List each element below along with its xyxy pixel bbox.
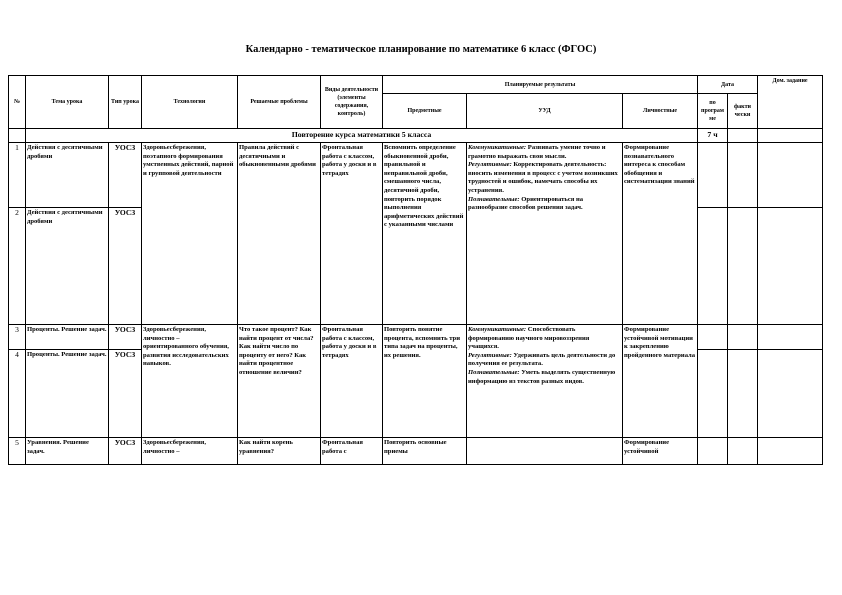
header-uud: УУД <box>467 94 623 129</box>
row-topic: Проценты. Решение задач. <box>26 350 109 438</box>
row-type: УОСЗ <box>109 438 142 465</box>
header-date: Дата <box>698 76 758 94</box>
uud-cog: Ориентироваться на разнообразие способов решения задач. <box>468 195 584 212</box>
cell-homework[interactable] <box>758 208 823 325</box>
header-problems: Решаемые проблемы <box>238 76 321 129</box>
table-row <box>9 325 823 350</box>
page-title: Календарно - тематическое планирование по математике 6 класс (ФГОС) <box>245 44 597 55</box>
cell-date-program[interactable] <box>698 438 728 465</box>
cell-subject: Повторить понятие процента, вспомнить три типа задач на проценты, их решения. <box>383 325 467 438</box>
header-by-program: по програм ме <box>698 94 728 129</box>
cell-subject: Вспомнить определение обыкновенной дроби, правильной и неправильной дроби, смешанного числа, десятичной дроби, повторить порядок выполнения арифметических действий с указанными числами <box>383 143 467 325</box>
uud-reg: Удерживать цель деятельности до получения ее результата. <box>468 351 616 368</box>
cell-date-actual[interactable] <box>728 325 758 350</box>
row-topic: Проценты. Решение задач. <box>26 325 109 350</box>
cell-problems: Как найти корень уравнения? <box>238 438 321 465</box>
cell-personal: Формирование устойчивой мотивации к закреплению пройденного материала <box>623 325 698 438</box>
uud-reg-label: Регулятивные: <box>468 161 512 169</box>
cell-uud <box>467 143 623 325</box>
cell-date-program[interactable] <box>698 350 728 438</box>
cell-date-program[interactable] <box>698 208 728 325</box>
uud-reg: Корректировать деятельность: вносить изменения в процесс с учетом возникших трудностей и ошибок, намечать способы их устранения. <box>468 161 618 194</box>
cell-tech: Здоровьесбережения, личностно – <box>142 438 238 465</box>
uud-cog-label: Познавательные: <box>468 195 520 203</box>
row-num: 1 <box>9 143 26 208</box>
row-topic: Уравнения. Решение задач. <box>26 438 109 465</box>
header-subject: Предметные <box>383 94 467 129</box>
row-type: УОСЗ <box>109 350 142 438</box>
cell-date-actual[interactable] <box>728 143 758 208</box>
section-title: Повторение курса математики 5 класса <box>26 129 698 143</box>
header-actual: факти чески <box>728 94 758 129</box>
header-type: Тип урока <box>109 76 142 129</box>
header-tech: Технологии <box>142 76 238 129</box>
header-planned: Планируемые результаты <box>383 76 698 94</box>
row-num: 2 <box>9 208 26 325</box>
cell-date-actual[interactable] <box>728 208 758 325</box>
cell-personal: Формирование устойчивой <box>623 438 698 465</box>
cell-date-program[interactable] <box>698 325 728 350</box>
table-row <box>9 438 823 465</box>
header-personal: Личностные <box>623 94 698 129</box>
cell-subject: Повторить основные приемы <box>383 438 467 465</box>
cell-date-actual[interactable] <box>728 350 758 438</box>
section-row <box>9 129 823 143</box>
cell-activities: Фронтальная работа с классом, работа у доски и в тетрадях <box>321 143 383 325</box>
row-num: 5 <box>9 438 26 465</box>
uud-comm-label: Коммуникативные: <box>468 326 527 333</box>
header-homework: Дом. задание <box>758 76 823 129</box>
cell-activities: Фронтальная работа с <box>321 438 383 465</box>
cell-personal: Формирование познавательного интереса к способам обобщения и систематизации знаний <box>623 143 698 325</box>
cell-activities: Фронтальная работа с классом, работа у доски и в тетрадях <box>321 325 383 438</box>
cell-problems: Правила действий с десятичными и обыкновенными дробями <box>238 143 321 325</box>
cell-homework[interactable] <box>758 438 823 465</box>
header-num: № <box>9 76 26 129</box>
planning-table <box>8 75 823 465</box>
row-num: 4 <box>9 350 26 438</box>
header-topic: Тема урока <box>26 76 109 129</box>
header-row <box>9 76 823 94</box>
uud-comm: Развивать умение точно и грамотно выражать свои мысли. <box>468 144 606 160</box>
uud-cog: Уметь выделять существенную информацию из текстов разных видов. <box>468 368 616 385</box>
row-type: УОСЗ <box>109 208 142 325</box>
cell-uud <box>467 325 623 438</box>
uud-cog-label: Познавательные: <box>468 368 520 376</box>
row-type: УОСЗ <box>109 325 142 350</box>
uud-comm: Способствовать формированию научного мировоззрения учащихся. <box>468 326 590 351</box>
table-row <box>9 143 823 208</box>
uud-reg-label: Регулятивные: <box>468 351 512 359</box>
cell-uud <box>467 438 623 465</box>
cell-homework[interactable] <box>758 325 823 350</box>
section-hours: 7 ч <box>698 129 728 143</box>
cell-date-actual[interactable] <box>728 438 758 465</box>
cell-tech: Здоровьесбережения, личностно – ориентированного обучения, развития исследовательских навыков. <box>142 325 238 438</box>
row-num: 3 <box>9 325 26 350</box>
cell-date-program[interactable] <box>698 143 728 208</box>
uud-comm-label: Коммуникативные: <box>468 144 527 151</box>
row-topic: Действия с десятичными дробями <box>26 143 109 208</box>
row-type: УОСЗ <box>109 143 142 208</box>
cell-homework[interactable] <box>758 143 823 208</box>
cell-tech: Здоровьесбережения, поэтапного формирования умственных действий, парной и групповой деятельности <box>142 143 238 325</box>
cell-problems: Что такое процент? Как найти процент от числа? Как найти число по проценту от него? Как найти процентное отношение величин? <box>238 325 321 438</box>
cell-homework[interactable] <box>758 350 823 438</box>
header-activities: Виды деятельности (элементы содержания, контроль) <box>321 76 383 129</box>
row-topic: Действия с десятичными дробями <box>26 208 109 325</box>
